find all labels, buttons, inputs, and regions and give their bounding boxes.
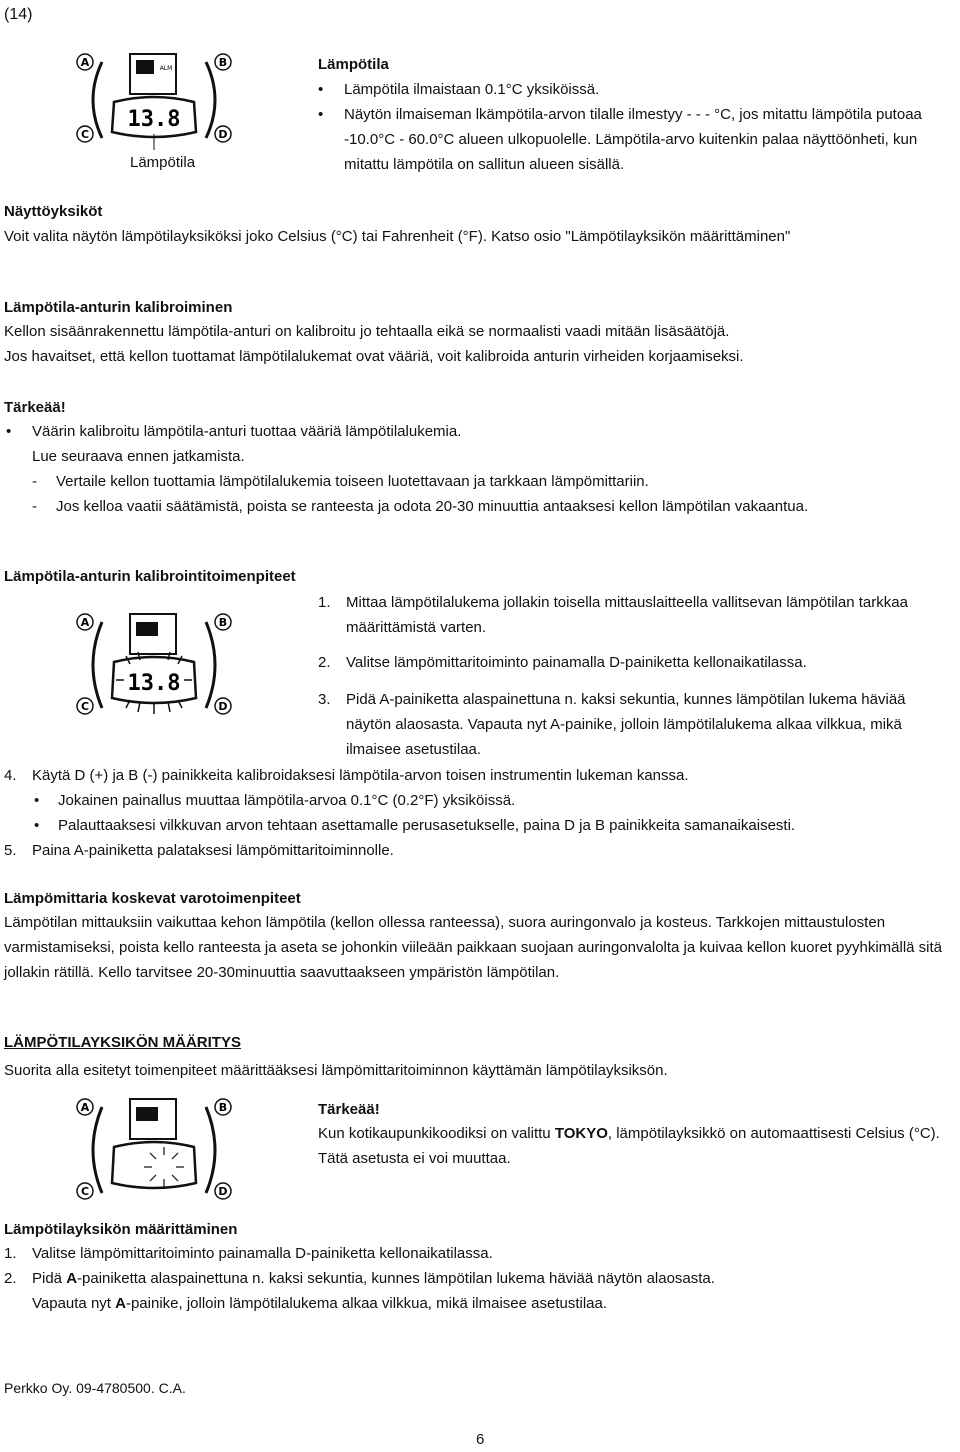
unit-setting-important-text: Kun kotikaupunkikoodiksi on valittu TOKYO, lämpötilayksikkö on automaattisesti Celsius (°C). Tätä asetusta ei voi muuttaa.	[318, 1125, 940, 1167]
list-item: • Väärin kalibroitu lämpötila-anturi tuottaa vääriä lämpötilalukemia.	[4, 419, 944, 444]
button-b-label: B	[218, 616, 228, 629]
procedure-step4: 4. Käytä D (+) ja B (-) painikkeita kalibroidaksesi lämpötila-arvon toisen instrumentin lukeman kanssa. • Jokainen painallus muuttaa lämpötila-arvoa 0.1°C (0.2°F) yksiköissä. • Palauttaaksesi vilkkuvan arvon tehtaan asettamalle perusasetukselle, paina D ja B painikkeita samanaikaisesti. 5. Paina A-painiketta palataksesi lämpömittaritoiminnolle.	[4, 763, 944, 863]
bullet-icon: •	[6, 423, 12, 440]
precautions-text: Lämpötilan mittauksiin vaikuttaa kehon lämpötila (kellon ollessa ranteessa), suora auringonvalo ja kosteus. Tarkkojen mittaustulosten varmistamiseksi, poista kello ranteesta ja aseta se johonkin viileään paikkaan suojaan auringonvalolta ja kuivaa kellon kuoret pyyhkimällä sitä jollakin rätillä. Kello tarvitsee 20-30minuuttia saavuttaakseen ympäristön lämpötilan.	[4, 914, 943, 981]
button-a-label: A	[80, 1101, 90, 1114]
unit-define-heading: Lämpötilayksikön määrittäminen	[4, 1221, 238, 1238]
unit-setting-heading: LÄMPÖTILAYKSIKÖN MÄÄRITYS	[4, 1034, 241, 1051]
calibration-heading: Lämpötila-anturin kalibroiminen	[4, 299, 233, 316]
bullet-icon: •	[34, 817, 40, 834]
button-c-label: C	[80, 128, 90, 141]
procedure-step1: 1. Mittaa lämpötilalukema jollakin toisella mittauslaitteella vallitsevan lämpötilan tarkkaa määrittämistä varten.	[318, 594, 908, 636]
procedure-step2: 2. Valitse lämpömittaritoiminto painamalla D-painiketta kellonaikatilassa.	[318, 654, 807, 671]
button-d-label: D	[218, 1185, 228, 1198]
button-d-label: D	[218, 700, 228, 713]
temp-bullets	[318, 77, 938, 177]
calibration-list	[4, 419, 944, 519]
bullet-icon: •	[34, 792, 40, 809]
temp-heading: Lämpötila	[318, 56, 389, 73]
display-units-heading: Näyttöyksiköt	[4, 203, 103, 220]
page-marker: (14)	[4, 6, 33, 23]
precautions-heading: Lämpömittaria koskevat varotoimenpiteet	[4, 890, 301, 907]
button-c-label: C	[80, 700, 90, 713]
display-units-text: Voit valita näytön lämpötilayksiköksi joko Celsius (°C) tai Fahrenheit (°F). Katso osio "Lämpötilayksikön määrittäminen"	[4, 228, 791, 245]
button-b-label: B	[218, 56, 228, 69]
calibration-important: Tärkeää!	[4, 399, 66, 416]
list-item: • Palauttaaksesi vilkkuvan arvon tehtaan asettamalle perusasetukselle, paina D ja B painikkeita samanaikaisesti.	[4, 813, 944, 838]
unit-setting-intro: Suorita alla esitetyt toimenpiteet määrittääksesi lämpömittaritoiminnon käyttämän lämpötilayksiksön.	[4, 1062, 668, 1079]
watch-caption: Lämpötila	[130, 154, 196, 171]
bullet-icon: •	[318, 106, 324, 123]
unit-define-steps	[4, 1241, 944, 1316]
unit-setting-important: Tärkeää!	[318, 1101, 380, 1118]
calibration-p2: Jos havaitset, että kellon tuottamat lämpötilalukemat ovat vääriä, voit kalibroida anturin virheiden korjaamiseksi.	[4, 348, 744, 365]
list-item: - Vertaile kellon tuottamia lämpötilalukemia toiseen luotettavaan ja tarkkaan lämpömittariin.	[4, 469, 944, 494]
dash-icon: -	[32, 498, 37, 515]
button-c-label: C	[80, 1185, 90, 1198]
bullet-icon: •	[318, 81, 324, 98]
button-d-label: D	[218, 128, 228, 141]
procedure-heading: Lämpötila-anturin kalibrointitoimenpiteet	[4, 568, 296, 585]
list-item-cont: Lue seuraava ennen jatkamista.	[32, 448, 245, 465]
button-a-label: A	[80, 56, 90, 69]
list-item: - Jos kelloa vaatii säätämistä, poista se ranteesta ja odota 20-30 minuuttia antaaksesi kellon lämpötilan vakaantua.	[4, 494, 936, 519]
calibration-p1: Kellon sisäänrakennettu lämpötila-anturi on kalibroitu jo tehtaalla eikä se normaalisti vaadi mitään lisäsäätöjä.	[4, 323, 730, 340]
procedure-step5: 5. Paina A-painiketta palataksesi lämpömittaritoiminnolle.	[4, 842, 394, 859]
list-item: 1. Valitse lämpömittaritoiminto painamalla D-painiketta kellonaikatilassa.	[4, 1245, 493, 1262]
list-item: 2. Pidä A-painiketta alaspainettuna n. kaksi sekuntia, kunnes lämpötilan lukema häviää näytön alaosasta. Vapauta nyt A-painike, jolloin lämpötilalukema alkaa vilkkua, mikä ilmaisee asetustilaa.	[4, 1270, 715, 1312]
button-a-label: A	[80, 616, 90, 629]
watch-illustration-temperature	[74, 50, 234, 150]
watch-small-text: ALM	[159, 65, 173, 72]
watch-illustration-calibration	[74, 610, 234, 720]
list-item: • Lämpötila ilmaistaan 0.1°C yksiköissä.	[318, 77, 938, 102]
footer-text: Perkko Oy. 09-4780500. C.A.	[4, 1380, 186, 1396]
procedure-step3: 3. Pidä A-painiketta alaspainettuna n. kaksi sekuntia, kunnes lämpötilan lukema häviää näytön alaosasta. Vapauta nyt A-painike, jolloin lämpötilalukema alkaa vilkkua, mikä ilmaisee asetustilaa.	[318, 691, 906, 758]
watch-illustration-unit	[74, 1095, 234, 1205]
watch-reading: 13.8	[127, 671, 181, 696]
dash-icon: -	[32, 473, 37, 490]
watch-reading: 13.8	[127, 107, 181, 132]
list-item: • Jokainen painallus muuttaa lämpötila-arvoa 0.1°C (0.2°F) yksiköissä.	[4, 788, 944, 813]
button-b-label: B	[218, 1101, 228, 1114]
page-number: 6	[476, 1431, 485, 1448]
list-item: • Näytön ilmaiseman lkämpötila-arvon tilalle ilmestyy - - - °C, jos mitattu lämpötila putoaa -10.0°C - 60.0°C alueen ulkopuolelle. Lämpötila-arvo kuitenkin palaa näyttöönheti, kun mitattu lämpötila on sallitun alueen sisällä.	[318, 102, 938, 177]
